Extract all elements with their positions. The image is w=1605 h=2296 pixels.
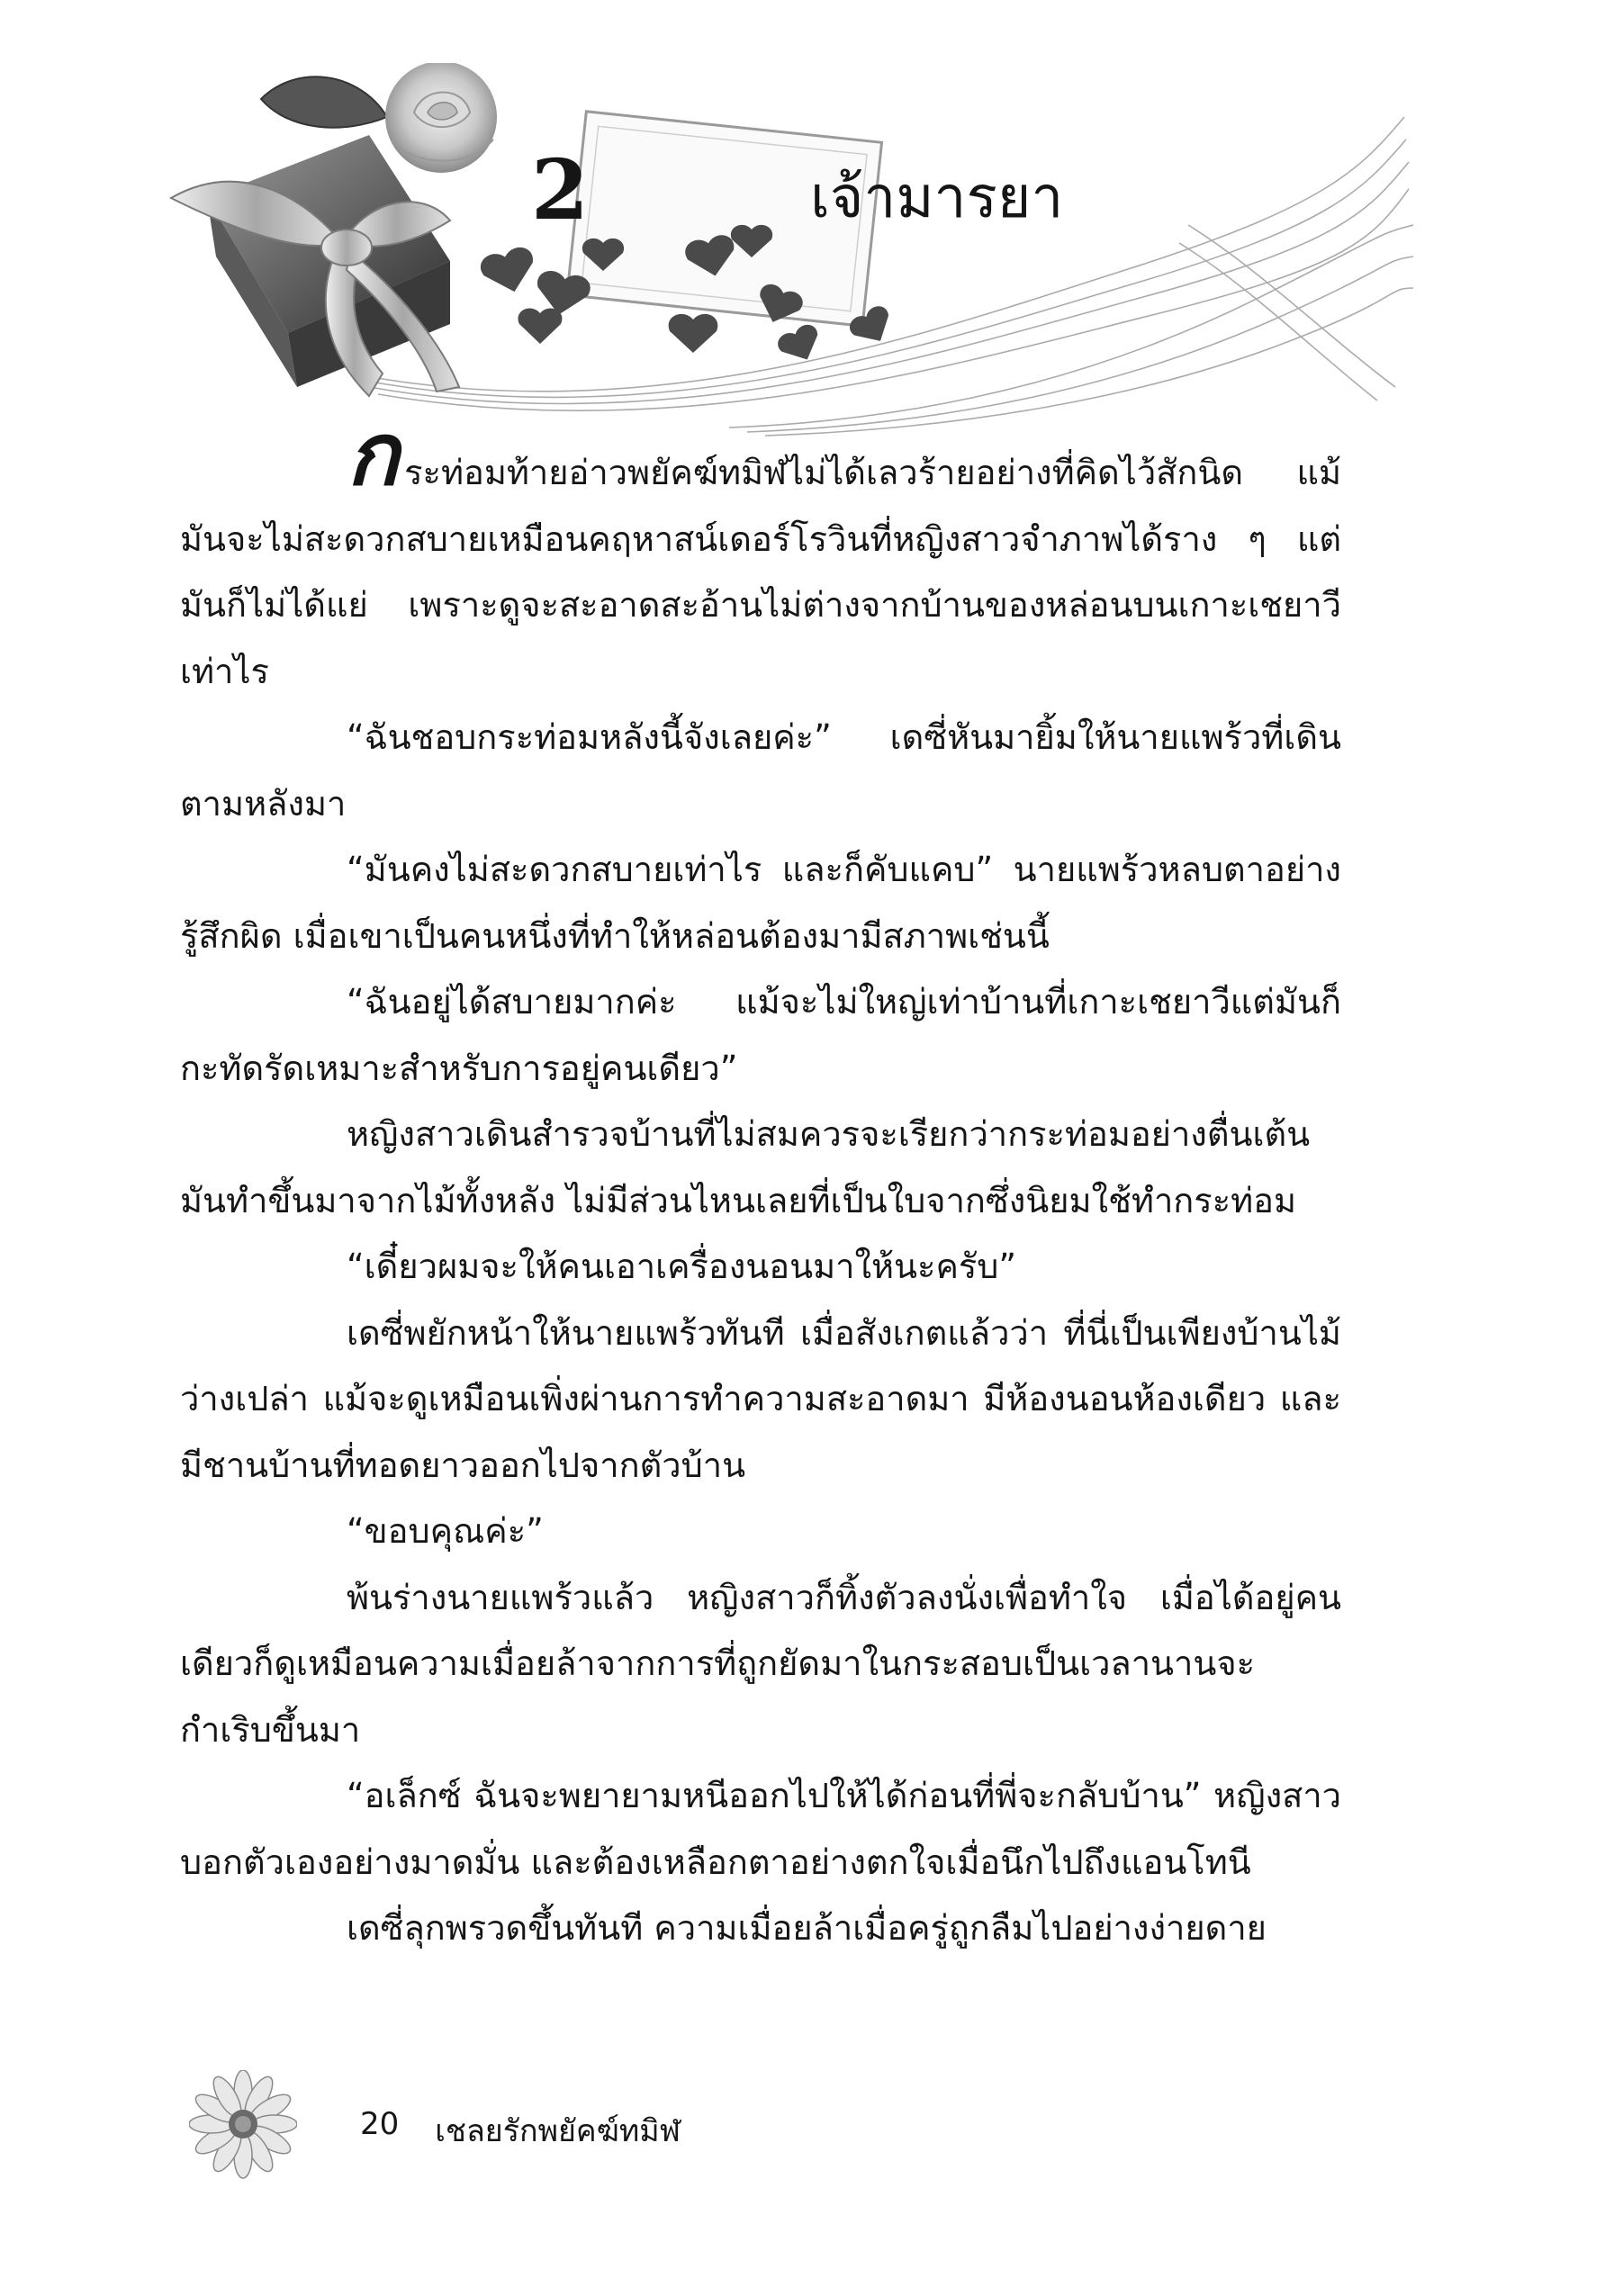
paragraph-text: ระท่อมท้ายอ่าวพยัคฆ์ทมิฬไม่ได้เลวร้ายอย่างที่คิดไว้สักนิด แม้มันจะไม่สะดวกสบายเหมือนคฤหาสน์เดอร์โรวินที่หญิงสาวจำภาพได้ราง ๆ แต่มันก็ไม่ได้แย่ เพราะดูจะสะอาดสะอ้านไม่ต่างจากบ้านของหล่อนบนเกาะเชยาวีเท่าไร: [180, 453, 1341, 691]
paragraph: “ขอบคุณค่ะ”: [347, 1511, 544, 1551]
paragraph: “เดี๋ยวผมจะให้คนเอาเครื่องนอนมาให้นะครับ”: [347, 1247, 1017, 1286]
header-illustration: [153, 63, 1413, 441]
book-title: เชลยรักพยัคฆ์ทมิฬ: [435, 2113, 681, 2149]
paragraph: เดซี่ลุกพรวดขึ้นทันที ความเมื่อยล้าเมื่อครู่ถูกลืมไปอย่างง่ายดาย: [347, 1908, 1267, 1948]
paragraph: พ้นร่างนายแพร้วแล้ว หญิงสาวก็ทิ้งตัวลงนั่งเพื่อทำใจ เมื่อได้อยู่คนเดียวก็ดูเหมือนความเมื่อยล้าจากการที่ถูกยัดมาในกระสอบเป็นเวลานานจะกำเริบขึ้นมา: [180, 1577, 1341, 1750]
chapter-number: 2: [531, 141, 590, 239]
paragraph: “ฉันชอบกระท่อมหลังนี้จังเลยค่ะ” เดซี่หันมายิ้มให้นายแพร้วที่เดินตามหลังมา: [180, 717, 1341, 824]
chapter-body: [180, 403, 1341, 1962]
paragraph: เดซี่พยักหน้าให้นายแพร้วทันที เมื่อสังเกตแล้วว่า ที่นี่เป็นเพียงบ้านไม้ว่างเปล่า แม้จะดูเหมือนเพิ่งผ่านการทำความสะอาดมา มีห้องนอนห้องเดียว และมีชานบ้านที่ทอดยาวออกไปจากตัวบ้าน: [180, 1312, 1341, 1485]
page-number: 20: [360, 2106, 400, 2142]
paragraph: “ฉันอยู่ได้สบายมากค่ะ แม้จะไม่ใหญ่เท่าบ้านที่เกาะเชยาวีแต่มันก็กะทัดรัดเหมาะสำหรับการอยู่คนเดียว”: [180, 982, 1341, 1088]
paragraph: [180, 403, 1341, 705]
drop-cap: ก: [347, 403, 400, 505]
daisy-flower-icon: [189, 2070, 297, 2187]
paragraph: หญิงสาวเดินสำรวจบ้านที่ไม่สมควรจะเรียกว่ากระท่อมอย่างตื่นเต้น มันทำขึ้นมาจากไม้ทั้งหลัง ไม่มีส่วนไหนเลยที่เป็นใบจากซึ่งนิยมใช้ทำกระท่อม: [180, 1114, 1311, 1220]
page-footer: [360, 2106, 681, 2155]
chapter-title: เจ้ามารยา: [810, 165, 1064, 231]
leaf: [261, 77, 387, 127]
paragraph: “อเล็กซ์ ฉันจะพยายามหนีออกไปให้ได้ก่อนที่พี่จะกลับบ้าน” หญิงสาวบอกตัวเองอย่างมาดมั่น และต้องเหลือกตาอย่างตกใจเมื่อนึกไปถึงแอนโทนี: [180, 1776, 1341, 1882]
rose: [385, 63, 497, 173]
paragraph: “มันคงไม่สะดวกสบายเท่าไร และก็คับแคบ” นายแพร้วหลบตาอย่างรู้สึกผิด เมื่อเขาเป็นคนหนึ่งที่ทำให้หล่อนต้องมามีสภาพเช่นนี้: [180, 850, 1341, 956]
